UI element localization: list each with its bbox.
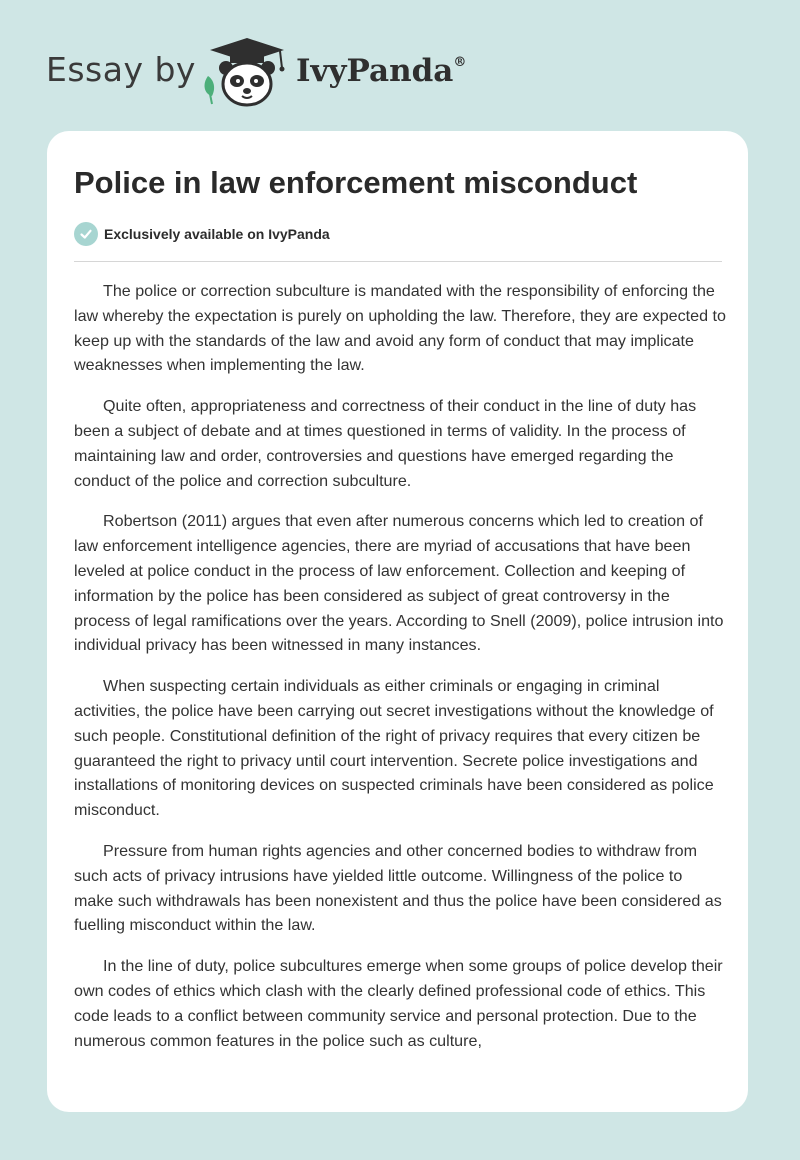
check-circle-icon [74,222,98,246]
paragraph: In the line of duty, police subcultures emerge when some groups of police develop their own codes of ethics which clash with the clearly defined professional code of ethics. This code leads to a conflict between community service and personal protection. Due to the numerous common features in the police such as culture, [74,957,723,1050]
brand-text: IvyPanda [296,53,454,89]
paragraph: When suspecting certain individuals as either criminals or engaging in criminal activities, the police have been carrying out secret investigations without the knowledge of such people. Constitutional definition of the right of privacy requires that every citizen be guaranteed the right to privacy until court intervention. Secrete police investigations and installations of monitoring devices on suspected criminals have been considered as police misconduct. [74,677,714,820]
registered-mark: ® [453,54,467,70]
exclusive-badge-label: Exclusively available on IvyPanda [104,226,330,242]
essay-card [47,131,748,1112]
paragraph: Robertson (2011) argues that even after numerous concerns which led to creation of law enforcement intelligence agencies, there are myriad of accusations that have been leveled at police conduct in the process of law enforcement. Collection and keeping of information by the police has been considered as subject of great controversy in the process of legal ramifications over the years. According to Snell (2009), police intrusion into individual privacy has been witnessed in many instances. [74,512,724,655]
paragraph: Quite often, appropriateness and correctness of their conduct in the line of duty has been a subject of debate and at times questioned in terms of validity. In the process of maintaining law and order, controversies and questions have emerged regarding the conduct of the police and correction subculture. [74,397,697,490]
site-header [0,0,800,130]
title-divider [74,261,722,262]
exclusive-badge [74,221,330,247]
paragraph: The police or correction subculture is mandated with the responsibility of enforcing the law whereby the expectation is purely on upholding the law. Therefore, they are expected to keep up with the standards of the law and avoid any form of conduct that may implicate weaknesses when implementing the law. [74,282,726,375]
ivypanda-logo-icon[interactable] [200,36,294,108]
brand-name[interactable] [296,53,466,89]
essay-title: Police in law enforcement misconduct [74,165,638,200]
paragraph: Pressure from human rights agencies and other concerned bodies to withdraw from such acts of privacy intrusions have yielded little outcome. Willingness of the police to make such withdrawals has been nonexistent and thus the police have been considered as fuelling misconduct within the law. [74,841,722,935]
essay-by-label: Essay by [46,50,196,89]
essay-body [74,279,726,1069]
